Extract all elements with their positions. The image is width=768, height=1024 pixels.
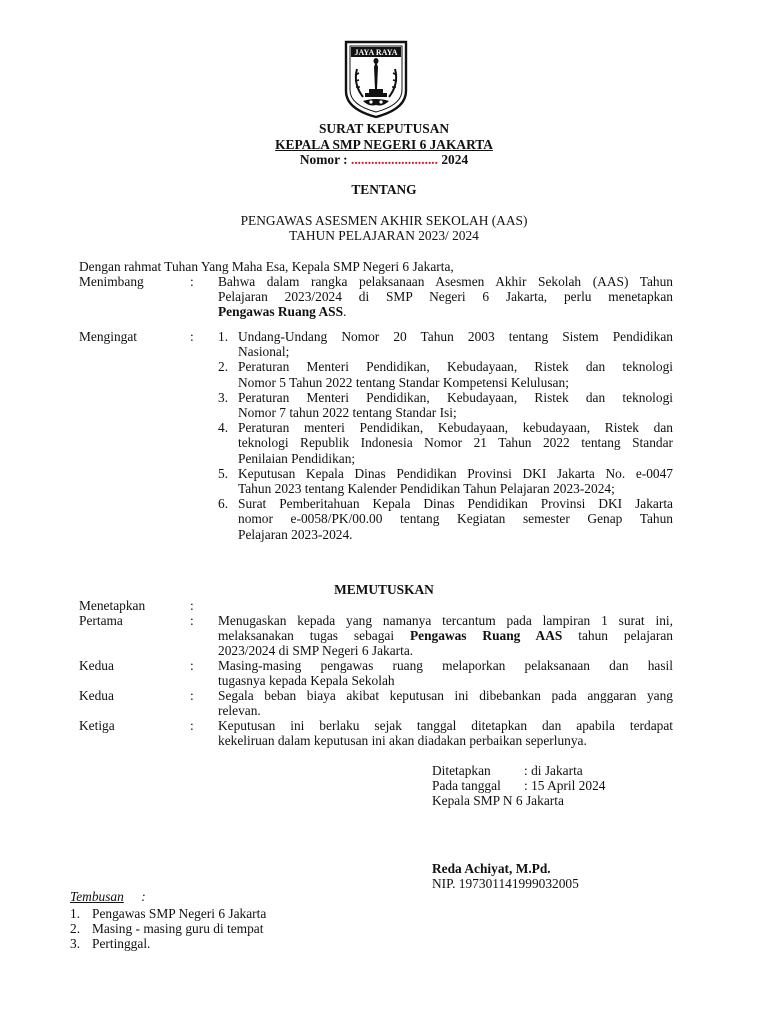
mengingat-item-line: Pelajaran 2023-2024. bbox=[238, 526, 353, 542]
opening-text: Dengan rahmat Tuhan Yang Maha Esa, Kepala SMP Negeri 6 Jakarta, bbox=[79, 259, 454, 274]
tembusan-item bbox=[70, 936, 266, 951]
mengingat-item bbox=[218, 496, 673, 542]
mengingat-item-number: 5. bbox=[218, 465, 229, 481]
emblem-icon bbox=[343, 39, 409, 119]
tembusan-item bbox=[70, 906, 266, 921]
memutuskan-heading: MEMUTUSKAN bbox=[334, 582, 434, 597]
menimbang-line-2: Pelajaran 2023/2024 di SMP Negeri 6 Jakarta, perlu menetapkan bbox=[218, 289, 673, 305]
tentang-heading: TENTANG bbox=[351, 182, 417, 197]
menimbang-body bbox=[218, 274, 673, 320]
menimbang-line-3 bbox=[218, 304, 673, 319]
mengingat-item-line: teknologi Republik Indonesia Nomor 21 Tahun 2022 tentang Standar bbox=[238, 435, 673, 451]
menimbang-colon: : bbox=[190, 274, 194, 289]
subject-line-1: PENGAWAS ASESMEN AKHIR SEKOLAH (AAS) bbox=[240, 213, 528, 228]
ketiga-line-1: Keputusan ini berlaku sejak tanggal ditetapkan dan apabila terdapat bbox=[218, 718, 673, 733]
mengingat-item-line: Nasional; bbox=[238, 344, 290, 360]
kedua-label-2: Kedua bbox=[79, 688, 114, 703]
pertama-line-2-end: tahun pelajaran bbox=[578, 628, 673, 644]
tembusan-colon: : bbox=[141, 889, 146, 904]
mengingat-item-number: 3. bbox=[218, 389, 229, 405]
mengingat-item-line: Nomor 7 tahun 2022 tentang Standar Isi; bbox=[238, 405, 457, 421]
ketiga-colon: : bbox=[190, 718, 194, 733]
tembusan-item-text: Pertinggal. bbox=[92, 936, 151, 952]
menimbang-line-1: Bahwa dalam rangka pelaksanaan Asesmen Akhir Sekolah (AAS) Tahun bbox=[218, 274, 673, 289]
mengingat-item-number: 1. bbox=[218, 329, 229, 344]
tembusan-list bbox=[70, 906, 266, 952]
mengingat-item-line: Penilaian Pendidikan; bbox=[238, 450, 356, 466]
tembusan-item-text: Masing - masing guru di tempat bbox=[92, 921, 264, 937]
signature-place bbox=[432, 763, 583, 778]
pertama-colon: : bbox=[190, 613, 194, 628]
mengingat-item-line: Tahun 2023 tentang Kalender Pendidikan Tahun Pelajaran 2023-2024; bbox=[238, 481, 615, 497]
tembusan-item-number: 3. bbox=[70, 936, 81, 952]
subject-line-2: TAHUN PELAJARAN 2023/ 2024 bbox=[289, 228, 479, 243]
decree-number bbox=[0, 152, 768, 168]
mengingat-item bbox=[218, 466, 673, 496]
mengingat-item-line: Peraturan menteri Pendidikan, Kebudayaan, kebudayaan, Ristek dan bbox=[238, 420, 673, 436]
mengingat-item bbox=[218, 390, 673, 420]
kedua-body-1 bbox=[218, 658, 673, 688]
mengingat-item-line: Peraturan Menteri Pendidikan, Kebudayaan, Ristek dan teknologi bbox=[238, 359, 673, 375]
menimbang-period: . bbox=[343, 304, 347, 320]
kedua-2-line-2: relevan. bbox=[218, 703, 261, 719]
tanggal-value: : 15 April 2024 bbox=[524, 778, 606, 793]
signer-nip: NIP. 197301141999032005 bbox=[432, 876, 579, 891]
tembusan-item-number: 2. bbox=[70, 921, 81, 937]
mengingat-item bbox=[218, 329, 673, 359]
mengingat-item-number: 2. bbox=[218, 359, 229, 375]
signer-position: Kepala SMP N 6 Jakarta bbox=[432, 793, 564, 808]
number-label: Nomor : bbox=[299, 152, 348, 167]
menetapkan-colon: : bbox=[190, 598, 194, 613]
mengingat-list bbox=[218, 329, 673, 542]
pertama-line-3: 2023/2024 di SMP Negeri 6 Jakarta. bbox=[218, 643, 414, 659]
tembusan-heading bbox=[70, 889, 146, 905]
tembusan-title: Tembusan bbox=[70, 889, 124, 904]
ditetapkan-label: Ditetapkan bbox=[432, 763, 491, 778]
mengingat-item-line: Keputusan Kepala Dinas Pendidikan Provinsi DKI Jakarta No. e-0047 bbox=[238, 465, 673, 481]
menimbang-label: Menimbang bbox=[79, 274, 144, 289]
ketiga-line-2: kekeliruan dalam keputusan ini akan diadakan perbaikan seperlunya. bbox=[218, 733, 587, 749]
mengingat-item-number: 4. bbox=[218, 420, 229, 436]
ketiga-label: Ketiga bbox=[79, 718, 115, 733]
number-placeholder: .......................... bbox=[350, 152, 438, 167]
decree-title: SURAT KEPUTUSAN bbox=[318, 121, 450, 136]
mengingat-label: Mengingat bbox=[79, 329, 138, 344]
tembusan-item-number: 1. bbox=[70, 906, 81, 921]
tanggal-label: Pada tanggal bbox=[432, 778, 501, 793]
menimbang-bold-term: Pengawas Ruang ASS bbox=[218, 304, 344, 320]
jakarta-emblem-logo bbox=[343, 39, 409, 119]
kedua-1-line-2: tugasnya kepada Kepala Sekolah bbox=[218, 673, 395, 689]
pertama-line-1: Menugaskan kepada yang namanya tercantum pada lampiran 1 surat ini, bbox=[218, 613, 673, 628]
tembusan-item-text: Pengawas SMP Negeri 6 Jakarta bbox=[92, 906, 267, 921]
kedua-body-2 bbox=[218, 688, 673, 718]
kedua-label-1: Kedua bbox=[79, 658, 114, 673]
pertama-bold-term: Pengawas Ruang AAS bbox=[409, 628, 563, 644]
mengingat-item-line: Surat Pemberitahuan Kepala Dinas Pendidikan Provinsi DKI Jakarta bbox=[238, 496, 673, 512]
issuer-title: KEPALA SMP NEGERI 6 JAKARTA bbox=[275, 137, 493, 152]
signer-name: Reda Achiyat, M.Pd. bbox=[432, 861, 551, 876]
menetapkan-label: Menetapkan bbox=[79, 598, 146, 613]
number-year: 2024 bbox=[441, 152, 469, 167]
pertama-body bbox=[218, 613, 673, 659]
issuer-line bbox=[0, 137, 768, 153]
tembusan-item bbox=[70, 921, 266, 936]
ketiga-body bbox=[218, 718, 673, 748]
mengingat-item-line: nomor e-0058/PK/00.00 tentang Kegiatan semester Genap Tahun bbox=[238, 511, 673, 527]
signature-date bbox=[432, 778, 605, 793]
kedua-colon-1: : bbox=[190, 658, 194, 673]
pertama-line-2 bbox=[218, 628, 673, 643]
pertama-label: Pertama bbox=[79, 613, 123, 628]
mengingat-item-number: 6. bbox=[218, 496, 229, 512]
mengingat-item-line: Nomor 5 Tahun 2022 tentang Standar Kompetensi Kelulusan; bbox=[238, 374, 569, 390]
mengingat-item bbox=[218, 359, 673, 389]
emblem-banner-text: JAYA RAYA bbox=[354, 48, 398, 57]
mengingat-item bbox=[218, 420, 673, 466]
mengingat-item-line: Peraturan Menteri Pendidikan, Kebudayaan, Ristek dan teknologi bbox=[238, 389, 673, 405]
ditetapkan-value: : di Jakarta bbox=[524, 763, 583, 778]
kedua-2-line-1: Segala beban biaya akibat keputusan ini dibebankan pada anggaran yang bbox=[218, 688, 673, 703]
mengingat-item-line: Undang-Undang Nomor 20 Tahun 2003 tentang Sistem Pendidikan bbox=[238, 329, 673, 344]
pertama-line-2-start: melaksanakan tugas sebagai bbox=[218, 628, 395, 644]
mengingat-colon: : bbox=[190, 329, 194, 344]
kedua-colon-2: : bbox=[190, 688, 194, 703]
kedua-1-line-1: Masing-masing pengawas ruang melaporkan pelaksanaan dan hasil bbox=[218, 658, 673, 673]
